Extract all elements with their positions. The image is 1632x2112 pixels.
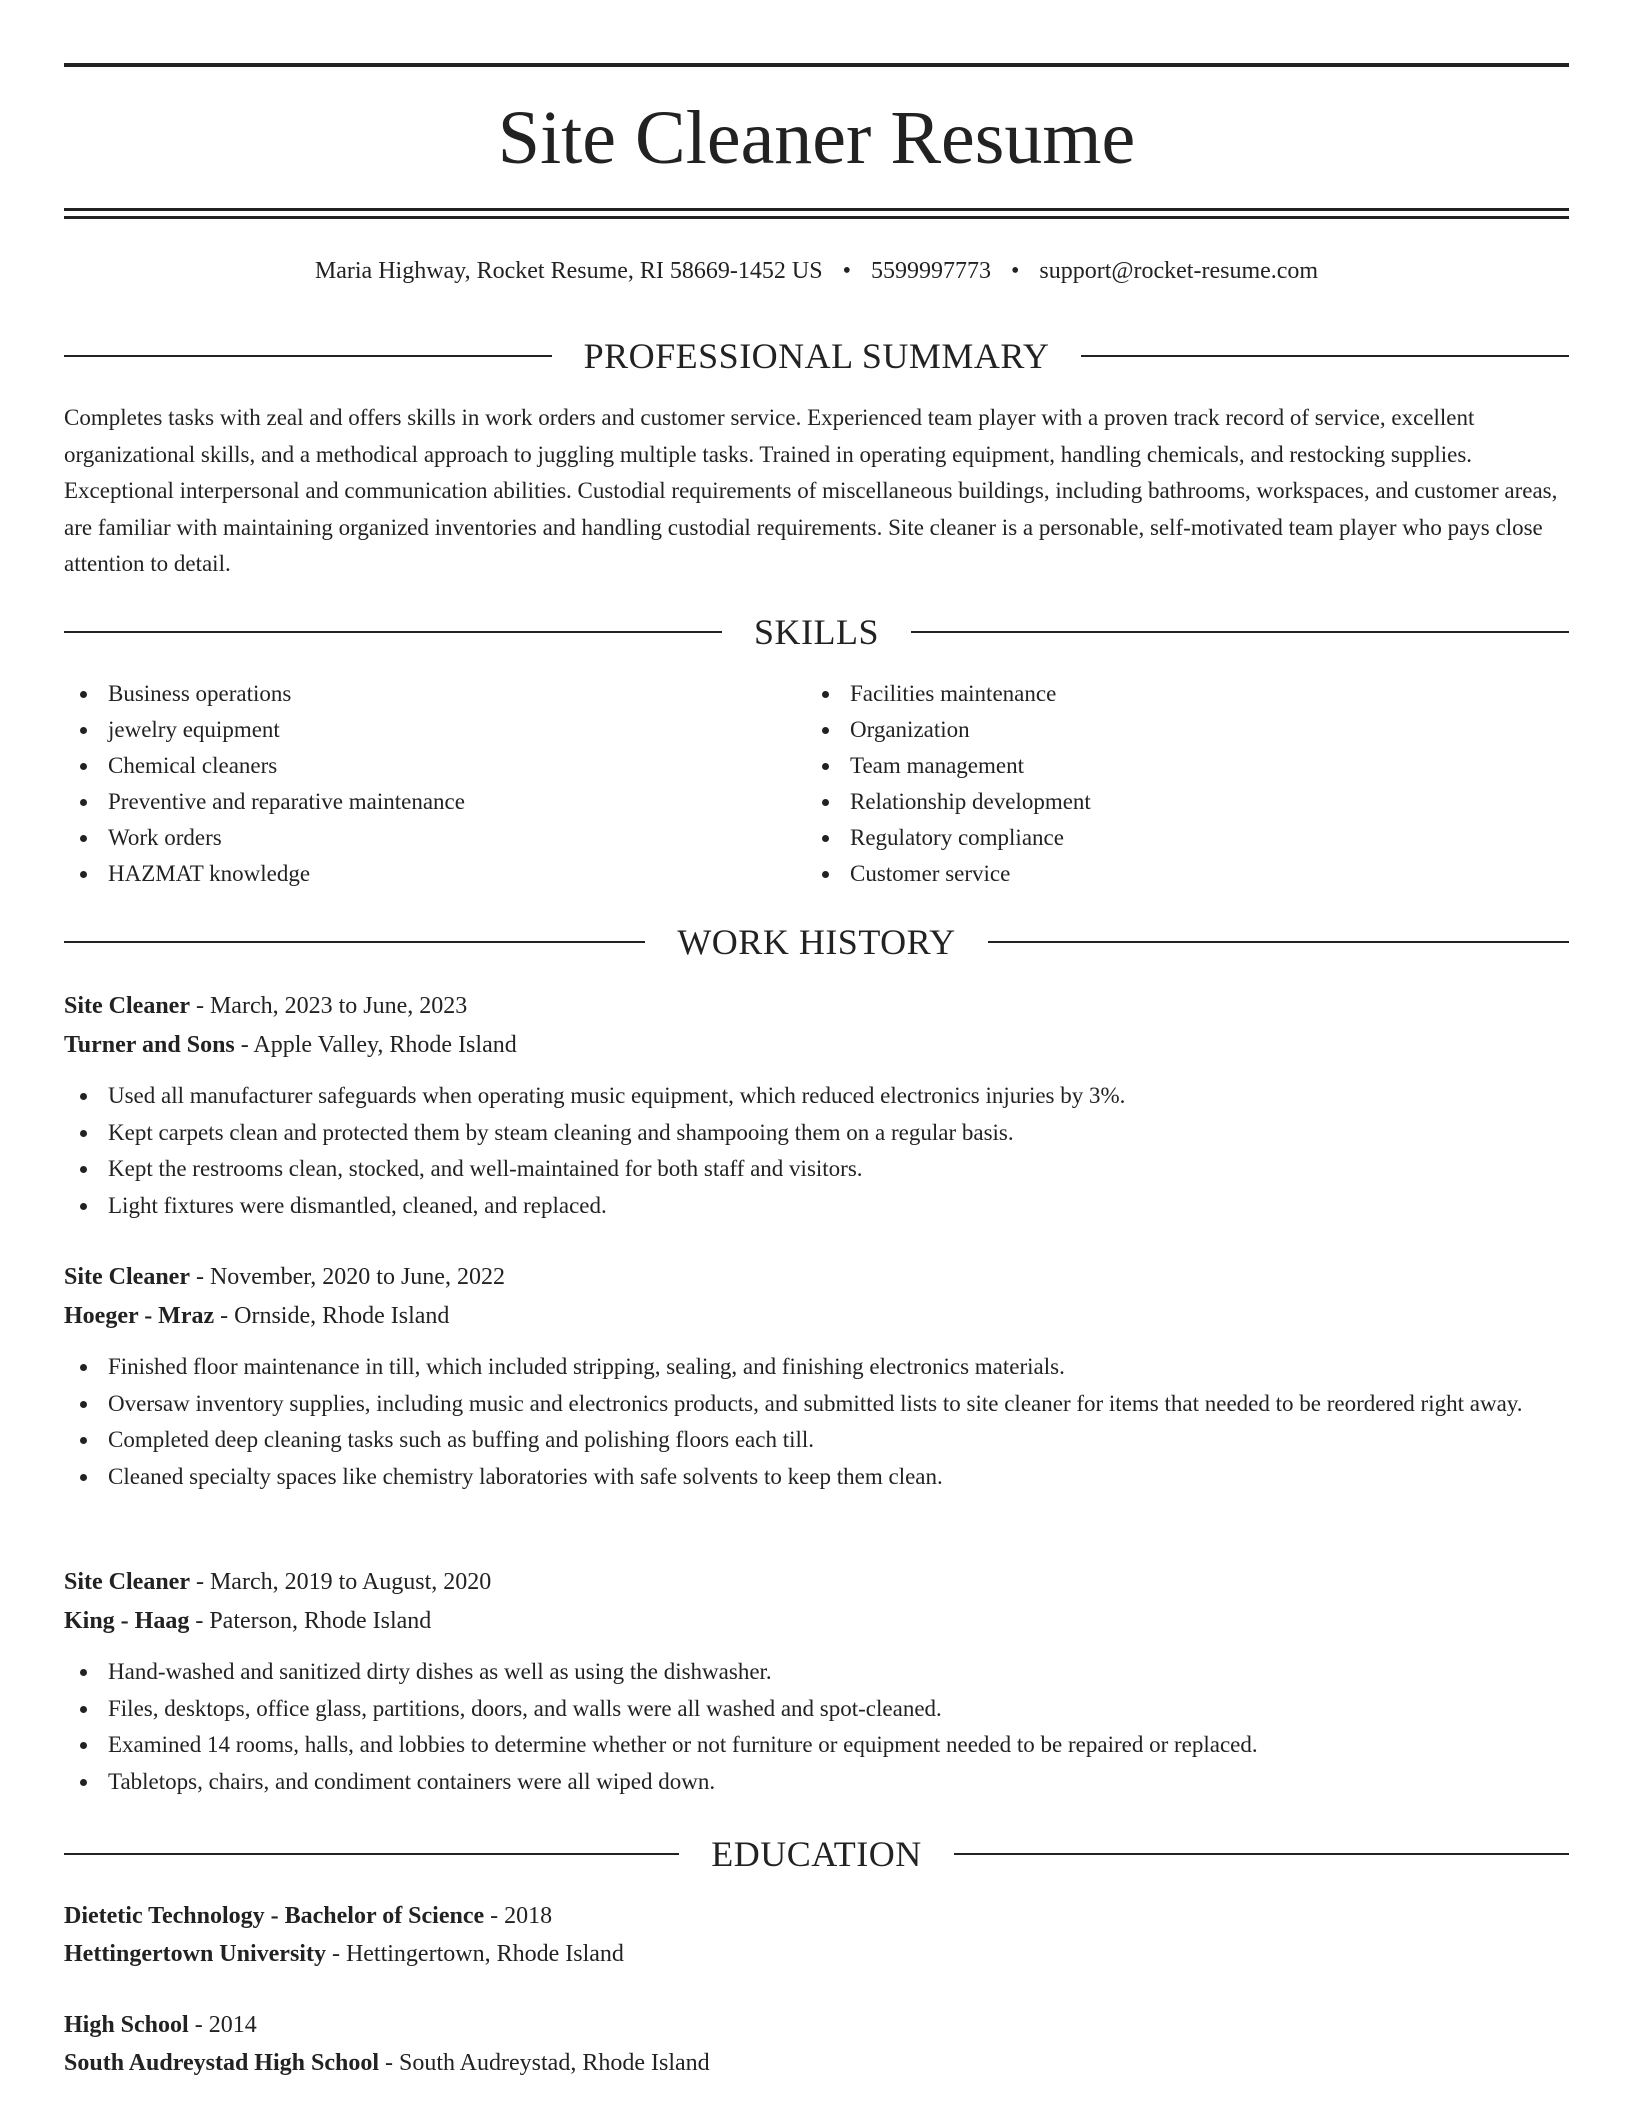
edu-year: - 2018 (490, 1903, 553, 1929)
resume-title: Site Cleaner Resume (497, 96, 1136, 180)
job-company-line (64, 1026, 1569, 1065)
edu-degree-line (64, 2006, 1569, 2044)
top-rule (64, 63, 1569, 67)
section-label: PROFESSIONAL SUMMARY (583, 336, 1050, 376)
heading-rule (1081, 355, 1569, 357)
edu-location: - South Audreystad, Rhode Island (385, 2050, 710, 2076)
job-bullet: Light fixtures were dismantled, cleaned, and replaced. (64, 1188, 1569, 1225)
job-location: - Ornside, Rhode Island (220, 1303, 450, 1329)
edu-degree: Dietetic Technology - Bachelor of Science (64, 1903, 485, 1929)
job-title-line (64, 1563, 1569, 1602)
contact-line (64, 254, 1569, 288)
heading-rule (64, 1853, 679, 1855)
job-entry (64, 987, 1569, 1224)
job-company: Hoeger - Mraz (64, 1303, 215, 1329)
education-entry (64, 2006, 1569, 2082)
job-title: Site Cleaner (64, 1569, 190, 1595)
skills-column-left (64, 676, 806, 892)
skill-item: Regulatory compliance (806, 820, 1548, 856)
contact-separator: • (842, 258, 851, 284)
edu-degree: High School (64, 2012, 189, 2038)
job-title-line (64, 987, 1569, 1026)
contact-separator: • (1011, 258, 1020, 284)
job-bullet: Tabletops, chairs, and condiment containers were all wiped down. (64, 1764, 1569, 1801)
section-heading-work (64, 920, 1569, 964)
heading-rule (954, 1853, 1569, 1855)
job-bullet: Files, desktops, office glass, partitions, doors, and walls were all washed and spot-cleaned. (64, 1691, 1569, 1728)
job-title: Site Cleaner (64, 1264, 190, 1290)
edu-school-line (64, 1935, 1569, 1973)
contact-email[interactable]: support@rocket-resume.com (1039, 258, 1319, 284)
job-dates: - March, 2023 to June, 2023 (195, 993, 468, 1019)
skill-item: Preventive and reparative maintenance (64, 784, 806, 820)
job-title: Site Cleaner (64, 993, 190, 1019)
edu-school: Hettingertown University (64, 1941, 326, 1967)
job-bullets (64, 1349, 1569, 1495)
skill-item: Facilities maintenance (806, 676, 1548, 712)
title-rule-lower (64, 216, 1569, 219)
job-bullets (64, 1654, 1569, 1800)
skill-item: Customer service (806, 856, 1548, 892)
job-company: Turner and Sons (64, 1032, 235, 1058)
skill-item: Business operations (64, 676, 806, 712)
skill-item: jewelry equipment (64, 712, 806, 748)
heading-rule (911, 631, 1569, 633)
summary-text: Completes tasks with zeal and offers skills in work orders and customer service. Experienced team player with a proven track record of service, excellent organizational skills, and a methodical approach to juggling multiple tasks. Trained in operating equipment, handling chemicals, and restocking supplies. Exceptional interpersonal and communication abilities. Custodial requirements of miscellaneous buildings, including bathrooms, workspaces, and customer areas, are familiar with maintaining organized inventories and handling custodial requirements. Site cleaner is a personable, self-motivated team player who pays close attention to detail. (64, 405, 1558, 576)
contact-address: Maria Highway, Rocket Resume, RI 58669-1452 US (314, 258, 823, 284)
job-bullet: Kept carpets clean and protected them by steam cleaning and shampooing them on a regular basis. (64, 1115, 1569, 1152)
job-bullet: Oversaw inventory supplies, including music and electronics products, and submitted lists to site cleaner for items that needed to be reordered right away. (64, 1386, 1569, 1423)
job-bullet: Hand-washed and sanitized dirty dishes as well as using the dishwasher. (64, 1654, 1569, 1691)
skill-item: Chemical cleaners (64, 748, 806, 784)
job-bullet: Kept the restrooms clean, stocked, and well-maintained for both staff and visitors. (64, 1151, 1569, 1188)
job-location: - Paterson, Rhode Island (195, 1608, 432, 1634)
job-dates: - March, 2019 to August, 2020 (195, 1569, 492, 1595)
section-label: WORK HISTORY (677, 922, 956, 962)
edu-year: - 2014 (194, 2012, 257, 2038)
skill-item: Work orders (64, 820, 806, 856)
edu-school: South Audreystad High School (64, 2050, 379, 2076)
edu-degree-line (64, 1897, 1569, 1935)
job-entry (64, 1563, 1569, 1800)
job-company-line (64, 1297, 1569, 1336)
skill-item: Organization (806, 712, 1548, 748)
edu-location: - Hettingertown, Rhode Island (331, 1941, 624, 1967)
heading-rule (64, 941, 645, 943)
skill-item: Team management (806, 748, 1548, 784)
title-rule-upper (64, 208, 1569, 211)
section-heading-summary (64, 334, 1569, 378)
heading-rule (988, 941, 1569, 943)
job-bullet: Examined 14 rooms, halls, and lobbies to determine whether or not furniture or equipment needed to be repaired or replaced. (64, 1727, 1569, 1764)
skill-item: HAZMAT knowledge (64, 856, 806, 892)
job-bullet: Cleaned specialty spaces like chemistry laboratories with safe solvents to keep them clean. (64, 1459, 1569, 1496)
job-bullet: Used all manufacturer safeguards when operating music equipment, which reduced electronics injuries by 3%. (64, 1078, 1569, 1115)
job-bullet: Completed deep cleaning tasks such as buffing and polishing floors each till. (64, 1422, 1569, 1459)
section-label: SKILLS (754, 612, 880, 652)
heading-rule (64, 631, 722, 633)
contact-phone: 5599997773 (871, 258, 991, 284)
job-title-line (64, 1258, 1569, 1297)
job-bullets (64, 1078, 1569, 1224)
skill-item: Relationship development (806, 784, 1548, 820)
section-heading-education (64, 1832, 1569, 1876)
job-company-line (64, 1602, 1569, 1641)
section-label: EDUCATION (711, 1834, 922, 1874)
edu-school-line (64, 2044, 1569, 2082)
job-bullet: Finished floor maintenance in till, which included stripping, sealing, and finishing electronics materials. (64, 1349, 1569, 1386)
job-location: - Apple Valley, Rhode Island (240, 1032, 517, 1058)
skills-list (64, 676, 1569, 892)
skills-column-right (806, 676, 1548, 892)
job-dates: - November, 2020 to June, 2022 (195, 1264, 505, 1290)
heading-rule (64, 355, 552, 357)
section-heading-skills (64, 610, 1569, 654)
education-entry (64, 1897, 1569, 1973)
job-company: King - Haag (64, 1608, 190, 1634)
job-entry (64, 1258, 1569, 1495)
